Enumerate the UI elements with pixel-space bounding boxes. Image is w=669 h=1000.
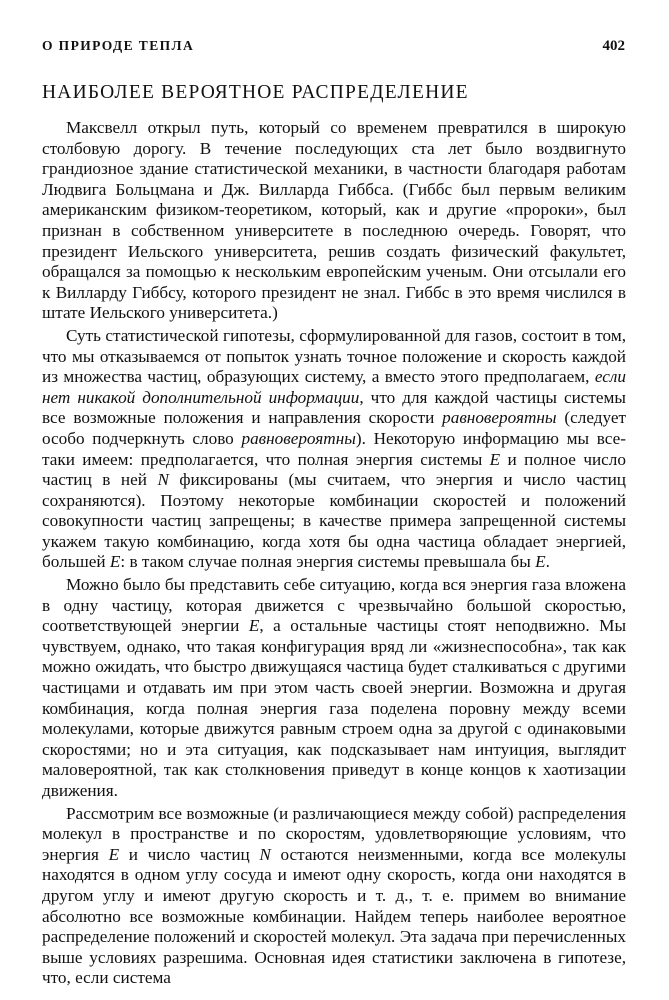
text-run: Рассмотрим все возможные (и различающиеся между собой) распределения молекул в пространстве и по скоростям, удовлетворяющие условиям, что энергия — [42, 803, 626, 864]
italic-word: равновероятны — [442, 408, 557, 428]
italic-word: равновероятны — [241, 428, 356, 448]
paragraph-2 — [42, 326, 626, 573]
text-run: остаются неизменными, когда все молекулы находятся в одном углу сосуда и имеют одну скорость, когда они находятся в другом углу и имеют другую скорость и т. д., т. е. примем во внимание абсолютно все возможные комбинации. Найдем теперь наиболее вероятное распределение положений и скоростей молекул. Эта задача при перечисленных выше условиях разрешима. Основная идея статистики заключена в гипотезе, что, если система — [42, 844, 626, 988]
math-symbol-e: E — [489, 449, 501, 469]
running-title: О ПРИРОДЕ ТЕПЛА — [42, 38, 195, 53]
text-run: (следует особо подчеркнуть слово — [42, 408, 626, 448]
paragraph-4 — [42, 804, 626, 989]
text-run: , что для каждой частицы системы все возможные положения и направления скорости — [42, 387, 626, 428]
math-symbol-e: E — [108, 844, 120, 864]
text-run: , а остальные частицы стоят неподвижно. Мы чувствуем, однако, что такая конфигурация вряд ли «жизнеспособна», так как можно ожидать, что быстро движущаяся частица будет сталкиваться с другими частицами и отдавать им при этом часть своей энергии. Возможна и другая комбинация, когда полная энергия газа поделена поровну между всеми молекулами, которые движутся равным строем одна за другой с одинаковыми скоростями; но и эта ситуация, как подсказывает нам интуиция, выглядит маловероятной, так как столкновения приведут в конце концов к хаотизации движения. — [42, 616, 626, 800]
math-symbol-e: E — [535, 552, 546, 572]
section-title: НАИБОЛЕЕ ВЕРОЯТНОЕ РАСПРЕДЕЛЕНИЕ — [42, 82, 469, 103]
running-header — [42, 38, 625, 55]
math-symbol-n: N — [259, 844, 271, 864]
text-run: и число частиц — [119, 844, 260, 864]
text-run: ). Некоторую информацию мы все-таки имеем: предполагается, что полная энергия системы — [42, 428, 626, 469]
text-run: фиксированы (мы считаем, что энергия и число частиц сохраняются). Поэтому некоторые комбинации скоростей и положений совокупности частиц запрещены; в качестве примера запрещенной системы укажем такую комбинацию, когда хотя бы одна частица обладает энергией, большей — [42, 470, 626, 572]
text-run: и полное число частиц в ней — [42, 449, 626, 490]
text-run: . — [545, 552, 550, 572]
page-number: 402 — [602, 38, 625, 54]
body-text — [42, 118, 626, 989]
paragraph-1: Максвелл открыл путь, который со временем превратился в широкую столбовую дорогу. В течение последующих ста лет было воздвигнуто грандиозное здание статистической механики, в частности благодаря работам Людвига Больцмана и Дж. Вилларда Гиббса. (Гиббс был первым великим американским физиком-теоретиком, который, как и другие «пророки», был признан в собственном университете в последнюю очередь. Говорят, что президент Иельского университета, решив создать физический факультет, обращался за помощью к нескольким европейским ученым. Они отсылали его к Вилларду Гиббсу, которого президент не знал. Гиббс в это время числился в штате Иельского университета.) — [42, 118, 626, 323]
text-run: Можно было бы представить себе ситуацию, когда вся энергия газа вложена в одну частицу, которая движется с чрезвычайно большой скоростью, соответствующей энергии — [42, 575, 626, 636]
paragraph-3 — [42, 575, 626, 802]
math-symbol-e: E — [109, 552, 121, 572]
italic-phrase: если нет никакой дополнительной информации — [42, 367, 626, 407]
math-symbol-n: N — [157, 470, 169, 490]
math-symbol-e: E — [248, 616, 260, 636]
text-run: : в таком случае полная энергия системы превышала бы — [120, 552, 536, 572]
text-run: Суть статистической гипотезы, сформулированной для газов, состоит в том, что мы отказываемся от попыток узнать точное положение и скорость каждой из множества частиц, образующих систему, а вместо этого предполагаем, — [42, 325, 626, 387]
